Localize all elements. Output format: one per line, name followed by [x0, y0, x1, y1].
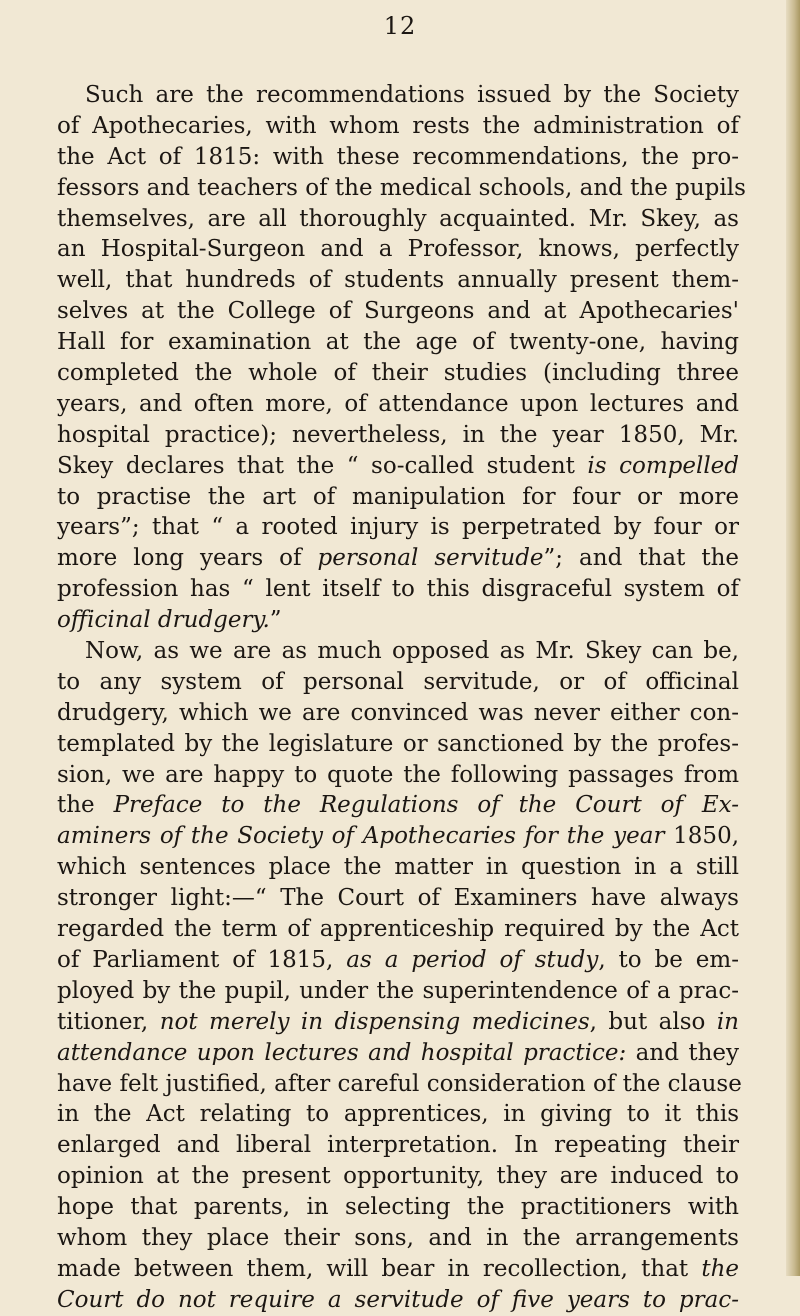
text-run: 1850, [664, 823, 740, 850]
text-run: titioner, [57, 1008, 160, 1035]
italic-text-run: the [701, 1255, 739, 1282]
italic-text-run: personal servitude [317, 545, 544, 572]
text-line [57, 111, 739, 142]
italic-text-run: attendance upon lectures and hospital practice: [57, 1039, 627, 1066]
text-run: completed the whole of their studies (including three [57, 360, 739, 387]
text-line [57, 790, 739, 821]
text-run: have felt justified, after careful consideration of the clause [57, 1070, 742, 1097]
text-line [57, 327, 739, 358]
text-run: more long years of [57, 545, 318, 572]
text-run: Hall for examination at the age of twenty-one, having [57, 329, 739, 356]
text-line [57, 605, 739, 636]
text-run: Skey declares that the “ so-called student [57, 452, 588, 479]
text-run: the Act of 1815: with these recommendations, the pro- [57, 143, 739, 170]
text-run: stronger light:—“ The Court of Examiners have always [57, 885, 739, 912]
text-run: regarded the term of apprenticeship required by the Act [57, 916, 739, 943]
text-run: profession has “ lent itself to this disgraceful system of [57, 576, 739, 603]
page-edge-shadow [786, 0, 800, 1276]
text-run: themselves, are all thoroughly acquainted. Mr. Skey, as [57, 205, 739, 232]
text-line [57, 729, 739, 760]
italic-text-run: officinal drudgery. [57, 607, 270, 634]
text-line [57, 1038, 739, 1069]
text-run: to any system of personal servitude, or of officinal [57, 668, 739, 695]
text-line [57, 1161, 739, 1192]
text-line [57, 760, 739, 791]
italic-text-run: Court do not require a servitude of five years to prac- [57, 1286, 739, 1313]
italic-text-run: Preface to the Regulations of the Court of Ex- [113, 792, 739, 819]
text-run: of Apothecaries, with whom rests the administration of [57, 112, 739, 139]
text-line [57, 482, 739, 513]
text-run: Now, as we are as much opposed as Mr. Skey can be, [85, 638, 739, 665]
text-line [57, 512, 739, 543]
page-number: 12 [383, 12, 417, 40]
text-line [57, 543, 739, 574]
text-line [57, 821, 739, 852]
text-run: years, and often more, of attendance upon lectures and [57, 390, 739, 417]
italic-text-run: aminers of the Society of Apothecaries for the year [57, 823, 665, 850]
text-line [57, 173, 746, 204]
text-line [57, 1069, 742, 1100]
text-run: drudgery, which we are convinced was never either con- [57, 699, 739, 726]
text-run: years”; that “ a rooted injury is perpetrated by four or [57, 514, 739, 541]
text-line [57, 142, 739, 173]
text-line [57, 1130, 739, 1161]
text-run: ”; and that the [543, 545, 739, 572]
text-line [57, 1192, 739, 1223]
italic-text-run: as a period of study [346, 946, 599, 973]
text-line [57, 945, 739, 976]
text-run: ployed by the pupil, under the superintendence of a prac- [57, 977, 739, 1004]
text-run: enlarged and liberal interpretation. In repeating their [57, 1132, 739, 1159]
text-line [57, 883, 739, 914]
text-run: Such are the recommendations issued by the Society [85, 82, 739, 108]
text-run: , to be em- [598, 946, 739, 973]
text-line [57, 389, 739, 420]
text-run: opinion at the present opportunity, they are induced to [57, 1163, 739, 1190]
text-run: to practise the art of manipulation for four or more [57, 483, 739, 510]
text-line [57, 265, 739, 296]
text-run: an Hospital-Surgeon and a Professor, knows, perfectly [57, 236, 739, 263]
text-run: made between them, will bear in recollection, that [57, 1255, 702, 1282]
text-run: , but also [589, 1008, 717, 1035]
text-line [57, 1007, 739, 1038]
text-line [57, 296, 739, 327]
text-run: which sentences place the matter in question in a still [57, 854, 739, 881]
text-run: of Parliament of 1815, [57, 946, 347, 973]
text-run: selves at the College of Surgeons and at Apothecaries' [57, 298, 739, 325]
italic-text-run: is compelled [587, 452, 740, 479]
italic-text-run: in [716, 1008, 739, 1035]
text-line [57, 80, 739, 111]
text-line [57, 1254, 739, 1285]
text-run: whom they place their sons, and in the arrangements [57, 1224, 739, 1251]
text-line [57, 234, 739, 265]
text-line [57, 852, 739, 883]
text-run: the [57, 792, 114, 819]
text-line [57, 420, 739, 451]
text-line [57, 358, 739, 389]
text-run: sion, we are happy to quote the following passages from [57, 761, 739, 788]
text-line [57, 914, 739, 945]
text-run: hospital practice); nevertheless, in the year 1850, Mr. [57, 421, 739, 448]
text-run: and they [626, 1039, 740, 1066]
text-run: in the Act relating to apprentices, in giving to it this [57, 1101, 739, 1128]
text-run: hope that parents, in selecting the practitioners with [57, 1194, 739, 1221]
text-line [57, 1223, 739, 1254]
text-line [57, 1099, 739, 1130]
text-run: fessors and teachers of the medical schools, and the pupils [57, 174, 746, 201]
text-line [57, 698, 739, 729]
text-line [57, 451, 739, 482]
text-line [57, 204, 739, 235]
text-line [57, 667, 739, 698]
text-line [57, 636, 739, 667]
text-line [57, 1285, 739, 1316]
text-run: ” [269, 607, 282, 634]
text-run: templated by the legislature or sanctioned by the profes- [57, 730, 739, 757]
text-run: well, that hundreds of students annually present them- [57, 267, 739, 294]
text-line [57, 976, 739, 1007]
italic-text-run: not merely in dispensing medicines [159, 1008, 590, 1035]
text-line [57, 574, 739, 605]
body-text [57, 80, 746, 1316]
